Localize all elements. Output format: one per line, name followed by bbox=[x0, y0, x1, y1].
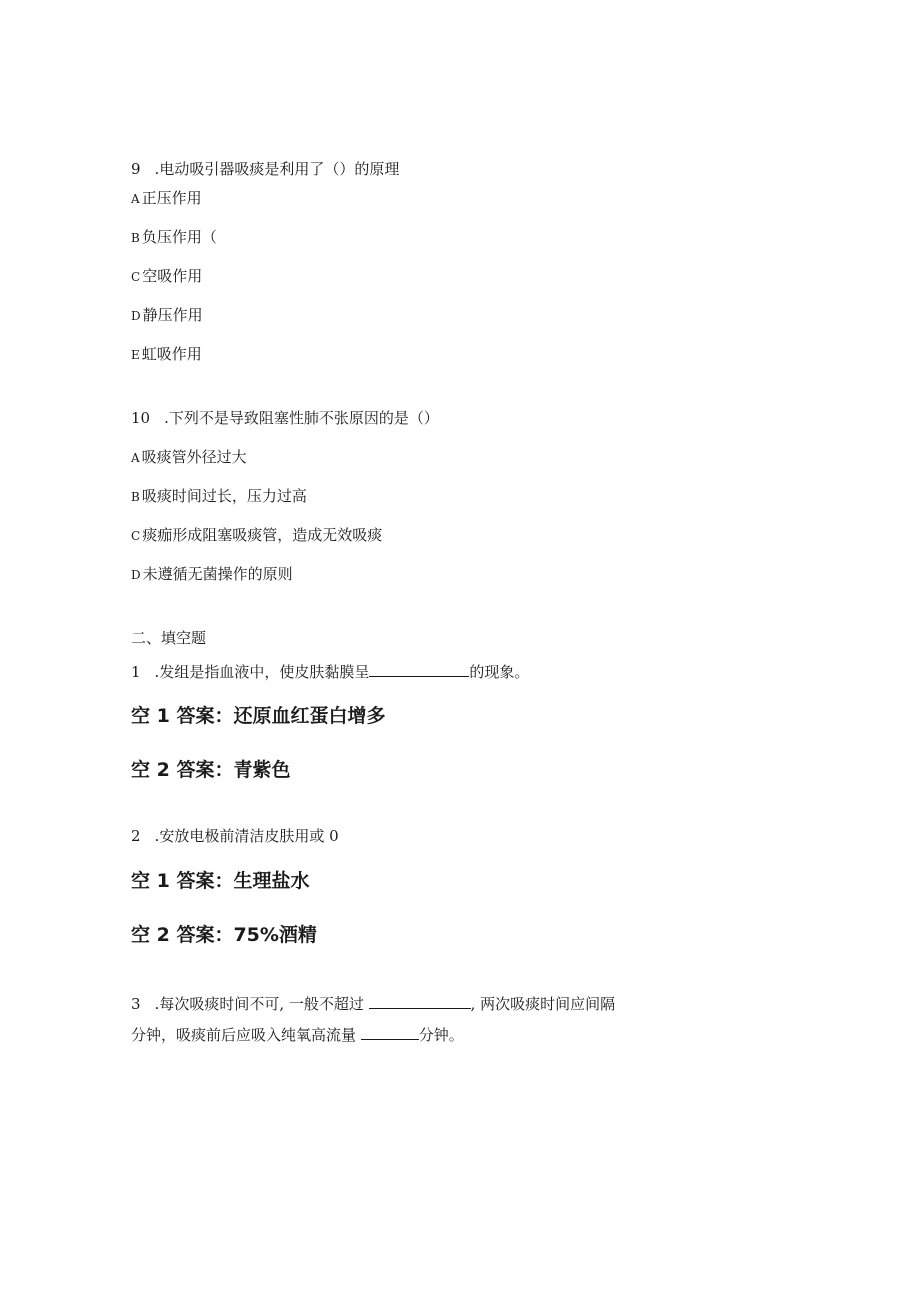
option-letter: D bbox=[131, 568, 141, 582]
option-text: 空吸作用 bbox=[142, 267, 203, 285]
option-text: 虹吸作用 bbox=[141, 345, 202, 363]
question-number: 2 bbox=[131, 827, 141, 845]
question-text: .下列不是导致阻塞性肺不张原因的是（） bbox=[164, 409, 439, 427]
question-text: .电动吸引器吸痰是利用了（）的原理 bbox=[154, 160, 400, 178]
option-text: 吸痰管外径过大 bbox=[141, 448, 247, 466]
option-letter: C bbox=[131, 529, 141, 543]
option-text: 负压作用（ bbox=[141, 228, 217, 246]
question-number: 10 bbox=[131, 409, 151, 427]
question-text: .安放电极前清洁皮肤用或 0 bbox=[154, 827, 339, 845]
option-c bbox=[131, 266, 202, 287]
question-text-after: 分钟。 bbox=[418, 1026, 464, 1044]
option-letter: E bbox=[131, 348, 140, 362]
question-text-before: .发组是指血液中，使皮肤黏膜呈 bbox=[154, 663, 370, 681]
option-letter: B bbox=[131, 231, 140, 245]
question-10 bbox=[131, 408, 439, 428]
answer-2: 空 2 答案：青紫色 bbox=[131, 759, 291, 781]
option-b bbox=[131, 227, 217, 248]
option-text: 未遵循无菌操作的原则 bbox=[142, 565, 293, 583]
option-text: 吸痰时间过长，压力过高 bbox=[141, 487, 307, 505]
option-letter: C bbox=[131, 270, 141, 284]
question-text-after: 的现象。 bbox=[469, 663, 530, 681]
question-9 bbox=[131, 159, 399, 179]
option-a bbox=[131, 188, 202, 209]
option-d bbox=[131, 305, 203, 326]
question-text-after: , 两次吸痰时间应间隔 bbox=[470, 995, 616, 1013]
answer-2: 空 2 答案：75%酒精 bbox=[131, 924, 317, 946]
question-text-before: 分钟，吸痰前后应吸入纯氧高流量 bbox=[131, 1026, 357, 1044]
fill-question-3 bbox=[131, 993, 615, 1014]
answer-1: 空 1 答案：还原血红蛋白增多 bbox=[131, 705, 386, 727]
option-text: 正压作用 bbox=[141, 189, 202, 207]
option-letter: B bbox=[131, 490, 140, 504]
option-text: 痰痂形成阻塞吸痰管，造成无效吸痰 bbox=[142, 526, 383, 544]
answer-blank[interactable] bbox=[369, 661, 469, 677]
answer-blank[interactable] bbox=[361, 1024, 419, 1040]
question-number: 3 bbox=[131, 995, 141, 1013]
answer-1: 空 1 答案：生理盐水 bbox=[131, 870, 310, 892]
option-c bbox=[131, 525, 382, 546]
option-letter: A bbox=[131, 192, 140, 206]
question-number: 1 bbox=[131, 663, 141, 681]
section-title: 二、填空题 bbox=[131, 629, 207, 647]
fill-question-3-line2 bbox=[131, 1024, 464, 1045]
question-number: 9 bbox=[131, 160, 141, 178]
option-text: 静压作用 bbox=[142, 306, 203, 324]
fill-question-1 bbox=[131, 661, 529, 682]
option-b bbox=[131, 486, 307, 507]
option-a bbox=[131, 447, 247, 468]
option-e bbox=[131, 344, 202, 365]
fill-question-2 bbox=[131, 826, 339, 846]
answer-blank[interactable] bbox=[369, 993, 471, 1009]
option-d bbox=[131, 564, 293, 585]
question-text-before: .每次吸痰时间不可, 一般不超过 bbox=[154, 995, 364, 1013]
option-letter: A bbox=[131, 451, 140, 465]
option-letter: D bbox=[131, 309, 141, 323]
